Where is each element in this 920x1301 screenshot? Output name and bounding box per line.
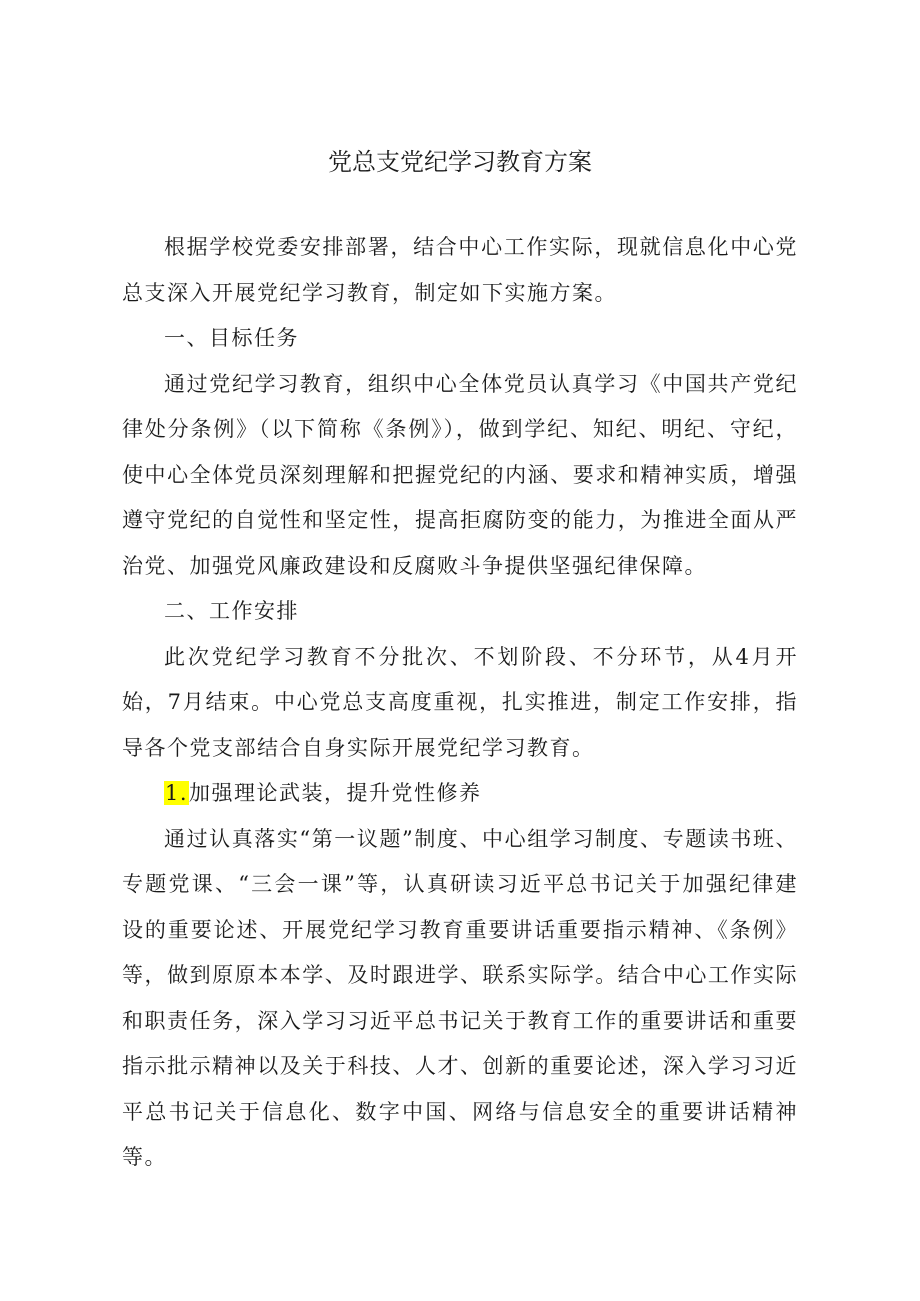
highlighted-item-number: 1. bbox=[165, 781, 189, 805]
section-heading-goals: 一、目标任务 bbox=[164, 326, 299, 350]
document-body bbox=[122, 225, 798, 1181]
document-title: 党总支党纪学习教育方案 bbox=[328, 148, 592, 176]
section-arrangement-paragraph: 此次党纪学习教育不分批次、不划阶段、不分环节，从4月开始，7月结束。中心党总支高度重视，扎实推进，制定工作安排，指导各个党支部结合自身实际开展党纪学习教育。 bbox=[122, 644, 798, 760]
item-heading-text: 加强理论武装，提升党性修养 bbox=[189, 781, 482, 805]
section-goals-paragraph: 通过党纪学习教育，组织中心全体党员认真学习《中国共产党纪律处分条例》（以下简称《条例》），做到学纪、知纪、明纪、守纪，使中心全体党员深刻理解和把握党纪的内涵、要求和精神实质，增强遵守党纪的自觉性和坚定性，提高拒腐防变的能力，为推进全面从严治党、加强党风廉政建设和反腐败斗争提供坚强纪律保障。 bbox=[122, 371, 798, 578]
intro-paragraph: 根据学校党委安排部署，结合中心工作实际，现就信息化中心党总支深入开展党纪学习教育，制定如下实施方案。 bbox=[122, 235, 798, 305]
section-heading-arrangement: 二、工作安排 bbox=[164, 599, 299, 623]
item-theory-paragraph: 通过认真落实“第一议题”制度、中心组学习制度、专题读书班、专题党课、“三会一课”等，认真研读习近平总书记关于加强纪律建设的重要论述、开展党纪学习教育重要讲话重要指示精神、《条例》等，做到原原本本学、及时跟进学、联系实际学。结合中心工作实际和职责任务，深入学习习近平总书记关于教育工作的重要讲话和重要指示批示精神以及关于科技、人才、创新的重要论述，深入学习习近平总书记关于信息化、数字中国、网络与信息安全的重要讲话精神等。 bbox=[122, 826, 798, 1169]
item-heading-theory bbox=[122, 771, 798, 817]
